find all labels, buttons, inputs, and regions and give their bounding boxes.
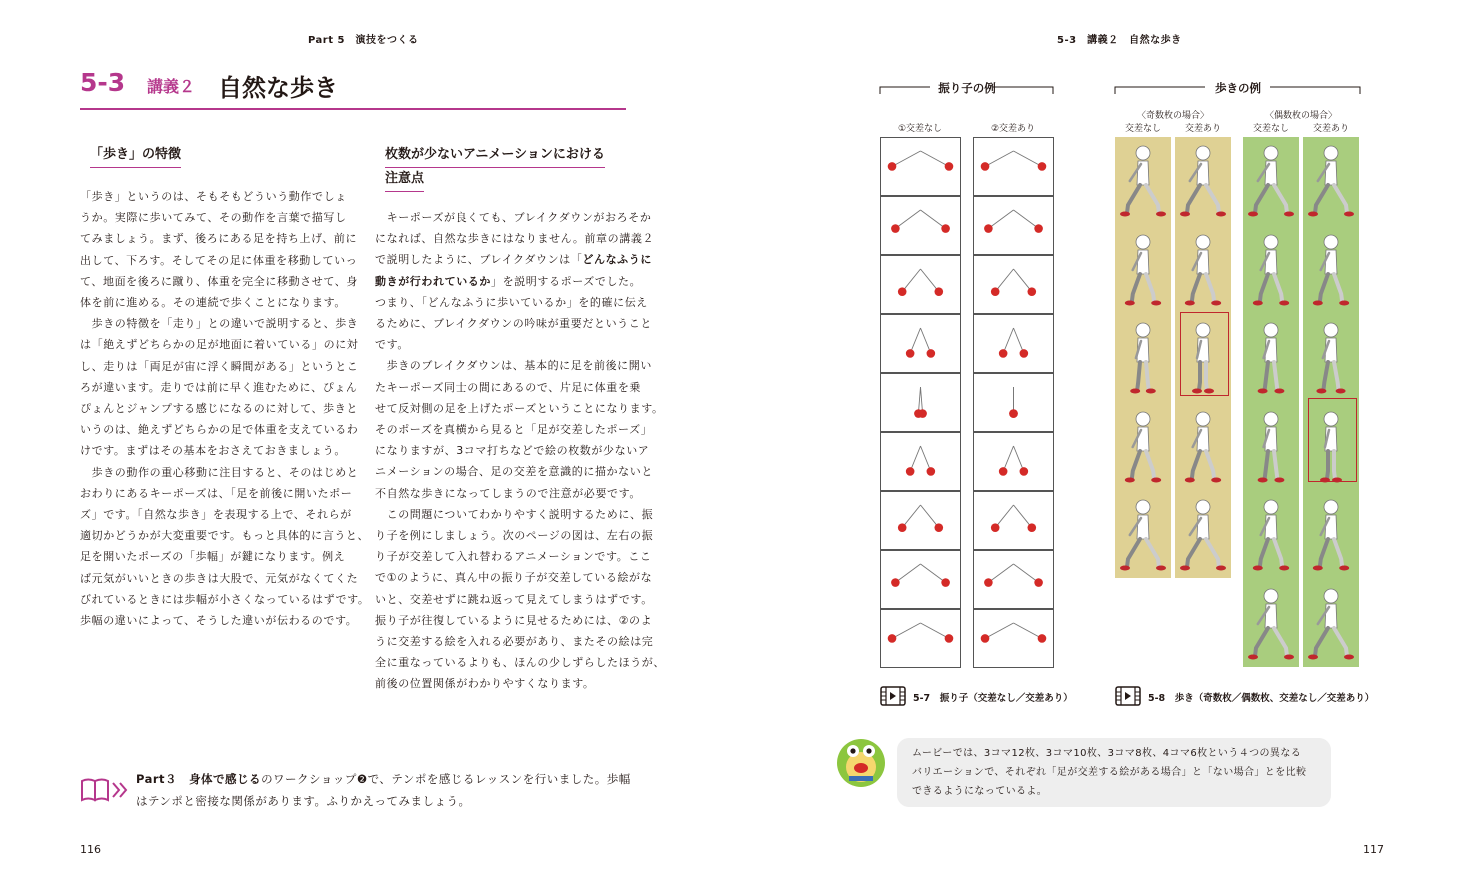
pendulum-ball — [999, 467, 1008, 476]
pendulum-frame — [973, 550, 1054, 609]
col2-heading — [385, 144, 605, 192]
body-line: で①のように、真ん中の振り子が交差している絵がな — [375, 571, 653, 585]
pendulum-frame — [880, 196, 961, 255]
col2-heading-line2: 注意点 — [385, 168, 424, 192]
walking-figure — [1303, 226, 1359, 314]
pendulum-ball — [1027, 287, 1036, 296]
caption-5-8 — [1148, 690, 1374, 704]
body-line: 「歩き」というのは、そもそもどういう動作でしょ — [80, 190, 347, 203]
walk-even-cross-label: 交差あり — [1312, 124, 1349, 134]
emphasis: どんなふうに — [582, 253, 652, 267]
note-part: Part３ — [136, 772, 178, 786]
pendulum-ball — [898, 287, 907, 296]
walking-figure — [1243, 314, 1299, 402]
pendulum-frame — [973, 432, 1054, 491]
caption-5-7-num: 5-7 — [913, 693, 931, 704]
pendulum-ball — [991, 287, 1000, 296]
body-line: そのポーズを真横から見ると「足が交差したポーズ」 — [375, 423, 653, 437]
body-line: びれているときには歩幅が小さくなっているはずです。 — [80, 592, 370, 606]
caption-5-7 — [913, 690, 1073, 704]
body-line: 不自然な歩きになってしまうので注意が必要です。 — [375, 486, 641, 500]
body-line: ズ」です。「自然な歩き」を表現する上で、それらが — [80, 508, 352, 522]
pendulum-ball — [906, 467, 915, 476]
col1-heading-text: 「歩き」の特徴 — [90, 144, 181, 168]
col1-heading — [90, 144, 181, 168]
caption-5-8-text: 歩き（奇数枚／偶数枚、交差なし／交差あり） — [1174, 693, 1375, 704]
emphasis: 動きが行われているか — [375, 274, 491, 288]
walking-figure — [1303, 580, 1359, 668]
pendulum-ball — [991, 523, 1000, 532]
walking-figure — [1175, 137, 1231, 225]
col2-heading-line1: 枚数が少ないアニメーションにおける — [385, 144, 605, 168]
lecture-label: 講義２ — [147, 77, 196, 96]
pendulum-ball — [1038, 634, 1047, 643]
walk-odd-no-cross-label: 交差なし — [1124, 124, 1161, 134]
body-line: し、走りは「両足が宙に浮く瞬間がある」というとこ — [80, 359, 359, 373]
movie-film-icon[interactable] — [1115, 686, 1141, 710]
pendulum-ball — [945, 162, 954, 171]
body-line: 適切かどうかが大変重要です。もっと具体的に言うと、 — [80, 529, 370, 543]
body-line: せて反対側の足を上げたポーズということになります。 — [375, 401, 664, 415]
walking-figure — [1303, 491, 1359, 579]
caption-5-7-text: 振り子（交差なし／交差あり） — [939, 693, 1073, 704]
body-line: で説明したように、ブレイクダウンは「どんなふうに — [375, 253, 652, 267]
character-mascot-icon — [836, 738, 886, 792]
body-line: ぴょんとジャンプする感じになるのに対して、歩きと — [80, 402, 358, 416]
walk-title: 歩きの例 — [1215, 81, 1261, 95]
movie-film-icon[interactable] — [880, 686, 906, 710]
left-page-number: 116 — [80, 843, 101, 856]
pendulum-ball — [891, 578, 900, 587]
walk-odd-cross-label: 交差あり — [1184, 124, 1221, 134]
walking-figure — [1175, 491, 1231, 579]
walking-figure — [1243, 137, 1299, 225]
walking-figure — [1175, 226, 1231, 314]
pendulum-ball — [891, 224, 900, 233]
walking-figure — [1243, 580, 1299, 668]
body-line: り子を例にしましょう。次のページの図は、左右の振 — [375, 529, 654, 543]
pendulum-ball — [888, 162, 897, 171]
pendulum-ball — [1038, 162, 1047, 171]
speech-text — [912, 744, 1306, 801]
body-line: いうのは、絶えずどちらかの足で体重を支えているわ — [80, 423, 359, 437]
pendulum-frame — [973, 137, 1054, 196]
walking-figure — [1243, 491, 1299, 579]
pendulum-frame — [880, 609, 961, 668]
pendulum-ball — [927, 349, 936, 358]
pendulum-column-cross — [973, 137, 1054, 667]
body-line: 全に重なっているよりも、ほんの少しずらしたほうが、 — [375, 656, 665, 670]
crossing-frame-highlight-even — [1308, 398, 1357, 482]
right-running-head: 5-3 講義２ 自然な歩き — [1057, 35, 1182, 46]
pendulum-frame — [973, 255, 1054, 314]
note-line1: のワークショップ❷で、テンポを感じるレッスンを行いました。歩幅 — [261, 772, 631, 786]
body-line: 出して、下ろす。そしてその足に体重を移動していっ — [80, 253, 358, 267]
body-line: ニメーションの場合、足の交差を意識的に描かないと — [375, 465, 653, 479]
pendulum-ball — [945, 634, 954, 643]
pendulum-ball — [999, 349, 1008, 358]
body-line: 歩きのブレイクダウンは、基本的に足を前後に開い — [375, 359, 652, 373]
body-line: です。 — [375, 338, 409, 352]
note-title[interactable]: 身体で感じる — [189, 772, 262, 786]
pendulum-ball — [934, 523, 943, 532]
pendulum-ball — [1020, 349, 1029, 358]
body-line: つまり、「どんなふうに歩いているか」を的確に伝え — [375, 295, 648, 309]
caption-5-8-num: 5-8 — [1148, 693, 1166, 704]
walk-odd-no-cross-strip — [1115, 137, 1171, 578]
pendulum-frame — [973, 373, 1054, 432]
body-line: 体を前に進める。その連続で歩くことになります。 — [80, 296, 346, 310]
body-line: キーポーズが良くても、ブレイクダウンがおろそか — [375, 211, 652, 224]
walking-figure — [1115, 403, 1171, 491]
pendulum-frame — [973, 196, 1054, 255]
body-line: 歩きの動作の重心移動に注目すると、そのはじめと — [80, 465, 359, 479]
pendulum-ball — [981, 634, 990, 643]
section-number: 5-3 — [80, 68, 126, 97]
walking-figure — [1243, 226, 1299, 314]
walk-even-label: 〈偶数枚の場合〉 — [1264, 111, 1337, 121]
pendulum-ball — [941, 224, 950, 233]
pendulum-ball — [1009, 409, 1018, 418]
speech-line2: バリエーションで、それぞれ「足が交差する絵がある場合」と「ない場合」とを比較 — [912, 767, 1307, 778]
walking-figure — [1115, 137, 1171, 225]
body-line: ば元気がいいときの歩きは大股で、元気がなくてくた — [80, 571, 359, 585]
pendulum-label-no-cross: ①交差なし — [897, 124, 943, 134]
pendulum-frame — [880, 314, 961, 373]
walk-even-no-cross-strip — [1243, 137, 1299, 667]
speech-line1: ムービーでは、3コマ12枚、3コマ10枚、3コマ8枚、4コマ6枚という４つの異なる — [912, 748, 1302, 759]
pendulum-frame — [880, 491, 961, 550]
pendulum-frame — [973, 609, 1054, 668]
pendulum-title: 振り子の例 — [938, 81, 996, 95]
walking-figure — [1303, 137, 1359, 225]
body-line: うか。実際に歩いてみて、その動作を言葉で描写し — [80, 211, 347, 225]
page-title: 自然な歩き — [218, 74, 338, 102]
pendulum-frame — [880, 550, 961, 609]
body-line: うに交差する絵を入れる必要があり、またその絵は完 — [375, 635, 654, 649]
walking-figure — [1175, 403, 1231, 491]
speech-line3: できるようになっているよ。 — [912, 786, 1048, 797]
body-line: ろが違います。走りでは前に早く進むために、ぴょん — [80, 380, 358, 394]
body-line: は「絶えずどちらかの足が地面に着いている」のに対 — [80, 338, 359, 352]
body-line: て、地面を後ろに蹴り、体重を完全に移動させて、身 — [80, 274, 358, 288]
pendulum-label-cross: ②交差あり — [990, 124, 1036, 134]
pendulum-frame — [880, 255, 961, 314]
walking-figure — [1115, 226, 1171, 314]
walking-figure — [1303, 314, 1359, 402]
col2-body — [375, 207, 665, 695]
pendulum-ball — [1027, 523, 1036, 532]
body-line: り子が交差して入れ替わるアニメーションです。ここ — [375, 550, 652, 564]
walking-figure — [1243, 403, 1299, 491]
pendulum-frame — [973, 314, 1054, 373]
pendulum-column-no-cross — [880, 137, 961, 667]
pendulum-ball — [981, 162, 990, 171]
pendulum-frame — [880, 432, 961, 491]
pendulum-ball — [984, 224, 993, 233]
pendulum-ball — [984, 578, 993, 587]
body-line: 振り子が往復しているように見せるためには、②のよ — [375, 613, 653, 627]
body-line: この問題についてわかりやすく説明するために、振 — [375, 507, 654, 521]
body-line: てみましょう。まず、後ろにある足を持ち上げ、前に — [80, 232, 358, 246]
pendulum-frame — [880, 137, 961, 196]
pendulum-ball — [1034, 578, 1043, 587]
body-line: おわりにあるキーポーズは、「足を前後に開いたポー — [80, 486, 353, 500]
pendulum-frame — [880, 373, 961, 432]
pendulum-ball — [918, 409, 927, 418]
crossing-frame-highlight-odd — [1180, 312, 1229, 396]
note-line2: はテンポと密接な関係があります。ふりかえってみましょう。 — [136, 794, 471, 808]
pendulum-ball — [898, 523, 907, 532]
body-line: になれば、自然な歩きにはなりません。前章の講義２ — [375, 232, 655, 246]
note-text — [136, 768, 631, 812]
left-running-head: Part 5 演技をつくる — [308, 35, 419, 46]
walk-odd-label: 〈奇数枚の場合〉 — [1136, 111, 1209, 121]
pendulum-ball — [888, 634, 897, 643]
body-line: いと、交差せずに跳ね返って見えてしまうはずです。 — [375, 592, 653, 606]
pendulum-ball — [934, 287, 943, 296]
body-line: るために、ブレイクダウンの吟味が重要だということ — [375, 317, 652, 331]
body-line: たキーポーズ同士の間にあるので、片足に体重を乗 — [375, 380, 642, 394]
pendulum-ball — [927, 467, 936, 476]
walk-even-no-cross-label: 交差なし — [1252, 124, 1289, 134]
pendulum-ball — [1020, 467, 1029, 476]
body-line: 歩きの特徴を「走り」との違いで説明すると、歩き — [80, 317, 359, 331]
walking-figure — [1115, 491, 1171, 579]
pendulum-ball — [1034, 224, 1043, 233]
body-line: 前後の位置関係がわかりやすくなります。 — [375, 677, 595, 691]
walking-figure — [1115, 314, 1171, 402]
right-page-number: 117 — [1363, 843, 1384, 856]
book-link-icon — [80, 776, 130, 808]
body-line: けです。まずはその基本をおさえておきましょう。 — [80, 444, 346, 458]
pendulum-ball — [941, 578, 950, 587]
pendulum-ball — [906, 349, 915, 358]
pendulum-frame — [973, 491, 1054, 550]
body-line: 歩幅の違いによって、そうした違いが伝わるのです。 — [80, 614, 358, 628]
body-line: 足を開いたポーズの「歩幅」が鍵になります。例え — [80, 550, 346, 564]
col1-body — [80, 186, 370, 631]
body-line: 動きが行われているか」を説明するポーズでした。 — [375, 274, 642, 288]
body-line: になりますが、3コマ打ちなどで絵の枚数が少ないア — [375, 444, 650, 458]
